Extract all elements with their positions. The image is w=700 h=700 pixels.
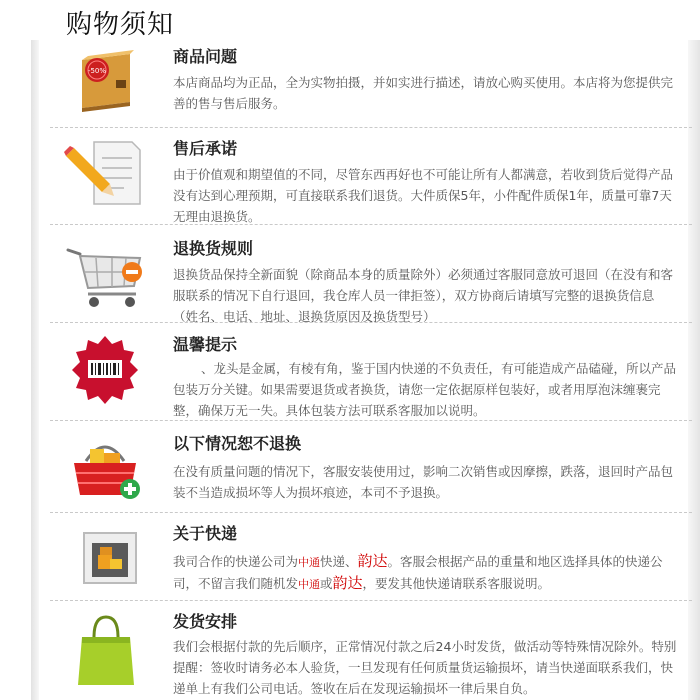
section-courier xyxy=(40,521,688,601)
basket-add-icon xyxy=(60,431,150,511)
page-title: 购物须知 xyxy=(66,10,175,40)
courier-text: 或 xyxy=(320,576,333,591)
section-product-issues xyxy=(40,44,688,124)
section-body: 由于价值观和期望值的不同，尽管东西再好也不可能让所有人都满意，若收到货后觉得产品没有达到心理预期，可直接联系我们退货。大件质保5年，小件配件质保1年，质量可靠7天无理由退换货。 xyxy=(173,167,674,224)
section-divider xyxy=(50,224,692,225)
courier-text: ，要发其他快递请联系客服说明。 xyxy=(362,576,551,591)
section-non-returnable xyxy=(40,431,688,511)
section-title: 退换货规则 xyxy=(173,239,254,258)
section-title: 温馨提示 xyxy=(173,335,238,354)
section-title: 售后承诺 xyxy=(173,139,238,158)
section-title: 关于快递 xyxy=(173,524,238,543)
section-title: 发货安排 xyxy=(173,612,238,631)
section-divider xyxy=(50,512,692,513)
section-title: 以下情况恕不退换 xyxy=(173,434,302,453)
courier-name-highlight: 中通 xyxy=(298,578,321,591)
section-title: 商品问题 xyxy=(173,47,238,66)
delivery-truck-icon xyxy=(60,521,150,601)
section-body xyxy=(173,551,679,595)
section-divider xyxy=(50,322,692,323)
shopping-bag-icon xyxy=(60,609,150,689)
courier-name-highlight: 韵达 xyxy=(332,574,363,592)
section-body: 本店商品均为正品，全为实物拍摄，并如实进行描述，请放心购买使用。本店将为您提供完善的售与售后服务。 xyxy=(173,75,674,111)
section-body: 在没有质量问题的情况下，客服安装使用过，影响二次销售或因摩擦，跌落，退回时产品包装不当造成损坏等人为损坏痕迹，本司不予退换。 xyxy=(173,464,674,500)
section-kind-reminder xyxy=(40,332,688,418)
courier-name-highlight: 韵达 xyxy=(357,552,388,570)
section-after-sales xyxy=(40,136,688,222)
courier-text: 快递、 xyxy=(320,554,358,569)
section-body xyxy=(173,358,679,421)
courier-text: 我司合作的快递公司为 xyxy=(173,554,299,569)
section-body: 我们会根据付款的先后顺序，正常情况付款之后24小时发货，做活动等特殊情况除外。特别提醒：签收时请务必本人验货，一旦发现有任何质量货运输损坏，请当快递面联系我们，快递单上有我们公司电话。签收在后在发现运输损坏一律后果自负。 xyxy=(173,639,677,696)
courier-name-highlight: 中通 xyxy=(298,556,321,569)
section-body: 退换货品保持全新面貌（除商品本身的质量除外）必须通过客服同意放可退回（在没有和客服联系的情况下自行退回，我仓库人员一律拒签），双方协商后请填写完整的退换货信息（姓名、电话、地址、退换货原因及换货型号） xyxy=(173,267,674,324)
frame-left-border xyxy=(31,40,39,700)
section-return-rules xyxy=(40,236,688,322)
shopping-cart-remove-icon xyxy=(60,236,150,316)
frame-right-border xyxy=(688,40,700,700)
section-divider xyxy=(50,600,692,601)
section-shipping xyxy=(40,609,688,699)
product-box-icon xyxy=(60,44,150,124)
pencil-document-icon xyxy=(60,136,150,216)
courier-text: 。客服会根据产品的重量和地区选择具体的快递公司，不留言我们随机发 xyxy=(173,554,663,591)
section-divider xyxy=(50,420,692,421)
section-divider xyxy=(50,127,692,128)
barcode-tag-icon xyxy=(60,332,150,412)
section-body-text: 、龙头是金属，有棱有角，鉴于国内快递的不负责任，有可能造成产品磕碰，所以产品包装万分关键。如果需要退货或者换货，请您一定依据原样包装好，或者用厚泡沫缠裹完整，确保万无一失。具体包装方法可联系客服加以说明。 xyxy=(173,361,677,418)
discount-badge-text: -50% xyxy=(87,67,107,75)
